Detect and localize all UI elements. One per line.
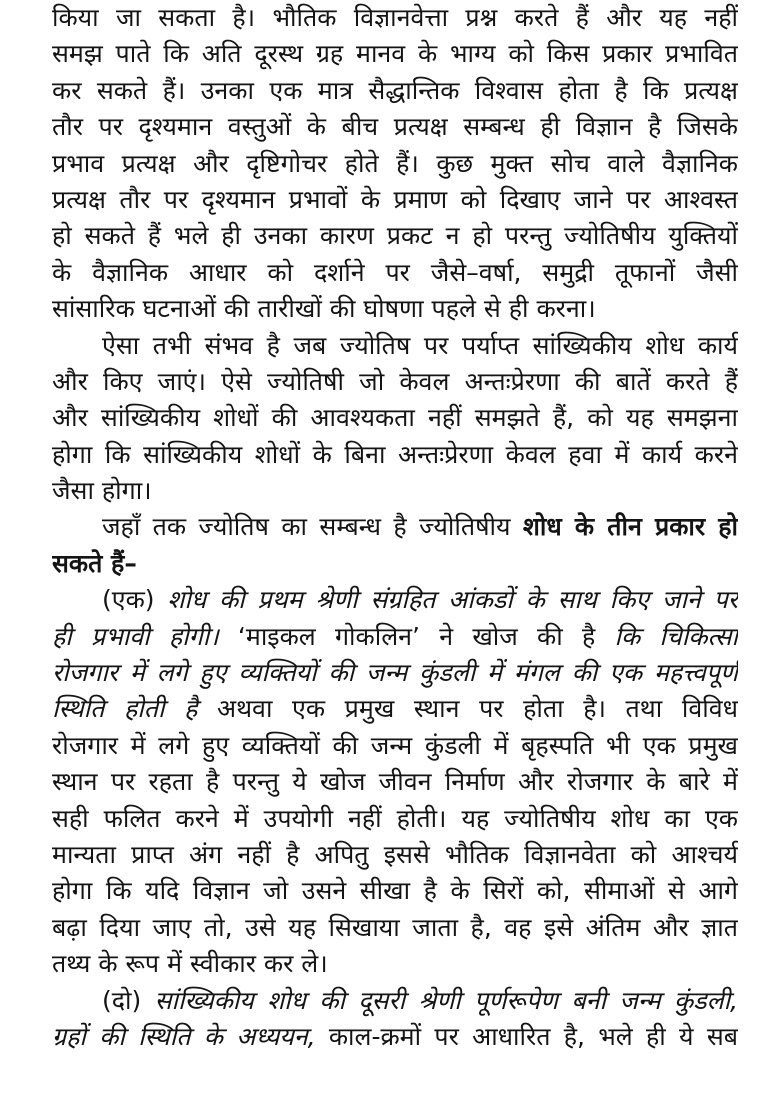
text-line [52,509,738,545]
text-span: सांसारिक घटनाओं की तारीखों की घोषणा पहले से ही करना। [52,294,596,324]
text-span: प्रभाव प्रत्यक्ष और दृष्टिगोचर होते हैं। कुछ मुक्त सोच वाले वैज्ञानिक [52,148,738,178]
text-span: ऐसा तभी संभव है जब ज्योतिष पर पर्याप्त सांख्यिकीय शोध कार्य [102,330,738,360]
bold-text: सकते हैं– [52,548,137,578]
text-line [52,983,738,1019]
text-span: होगा कि सांख्यिकीय शोधों के बिना अन्तःप्रेरणा केवल हवा में कार्य करने [52,439,738,469]
text-span: सही फलित करने में उपयोगी नहीं होती। यह ज्योतिषीय शोध का एक [52,803,738,833]
italic-text: सांख्यिकीय शोध की दूसरी श्रेणी पूर्णरूपेण बनी जन्म कुंडली, [154,985,738,1015]
text-span: काल-क्रमों पर आधारित है, भले ही ये सब [315,1021,738,1051]
text-span: तौर पर दृश्यमान वस्तुओं के बीच प्रत्यक्ष सम्बन्ध ही विज्ञान है जिसके [52,112,738,142]
italic-text: ही प्रभावी होगी। [52,621,219,651]
text-line [52,0,738,36]
text-span: मान्यता प्राप्त अंग नहीं है अपितु इससे भौतिक विज्ञानवेता को आश्चर्य [52,839,738,869]
text-line [52,437,738,473]
text-span: स्थान पर रहता है परन्तु ये खोज जीवन निर्माण और रोजगार के बारे में [52,767,738,797]
italic-text: शोध की प्रथम श्रेणी संग्रहित आंकडों के साथ किए जाने पर [167,585,738,615]
text-span: तथ्य के रूप में स्वीकार कर ले। [52,949,328,979]
text-line [52,218,738,254]
bold-text: शोध के तीन प्रकार हो [522,512,738,542]
text-line [52,1019,738,1055]
text-span: अथवा एक प्रमुख स्थान पर होता है। तथा विविध [197,694,738,724]
text-span: बढ़ा दिया जाए तो, उसे यह सिखाया जाता है, वह इसे अंतिम और ज्ञात [52,912,738,942]
text-span: किया जा सकता है। भौतिक विज्ञानवेत्ता प्रश्न करते हैं और यह नहीं [52,3,738,32]
text-span: और सांख्यिकीय शोधों की आवश्यकता नहीं समझते हैं, को यह समझना [52,403,738,433]
text-span: (दो) [102,985,155,1015]
text-line [52,837,738,873]
text-span: समझ पाते कि अति दूरस्थ ग्रह मानव के भाग्य को किस प्रकार प्रभावित [52,39,738,69]
text-line [52,109,738,145]
text-line [52,328,738,364]
text-line [52,728,738,764]
italic-text: रोजगार में लगे हुए व्यक्तियों की जन्म कुंडली में मंगल की एक महत्त्वपूर्ण [52,658,738,688]
text-span: ‘माइकल गोकलिन’ ने खोज की है [218,621,615,651]
text-line [52,546,738,582]
text-line [52,146,738,182]
text-span: प्रत्यक्ष तौर पर दृश्यमान प्रभावों के प्रमाण को दिखाए जाने पर आश्वस्त [52,184,738,214]
text-line [52,473,738,509]
text-line [52,764,738,800]
italic-text: कि चिकित्सा [614,621,738,651]
text-span: (एक) [102,585,168,615]
text-span: होगा कि यदि विज्ञान जो उसने सीखा है के सिरों को, सीमाओं से आगे [52,876,738,906]
text-span: रोजगार में लगे हुए व्यक्तियों की जन्म कुंडली में बृहस्पति भी एक प्रमुख [52,730,738,760]
text-line [52,873,738,909]
text-line [52,73,738,109]
text-line [52,946,738,982]
text-span: कर सकते हैं। उनका एक मात्र सैद्धान्तिक विश्वास होता है कि प्रत्यक्ष [52,75,738,105]
italic-text: स्थिति होती है [52,694,198,724]
italic-text: ग्रहों की स्थिति के अध्ययन, [52,1021,316,1051]
text-span: जहाँ तक ज्योतिष का सम्बन्ध है ज्योतिषीय [102,512,523,542]
text-line [52,910,738,946]
text-span: और किए जाएं। ऐसे ज्योतिषी जो केवल अन्तःप्रेरणा की बातें करते हैं [52,366,738,396]
text-line [52,255,738,291]
text-line [52,801,738,837]
text-span: के वैज्ञानिक आधार को दर्शाने पर जैसे–वर्षा, समुद्री तूफानों जैसी [52,257,738,287]
text-line [52,182,738,218]
text-line [52,655,738,691]
text-line [52,291,738,327]
text-line [52,582,738,618]
text-span: जैसा होगा। [52,476,152,506]
text-line [52,36,738,72]
text-line [52,400,738,436]
text-line [52,364,738,400]
text-line [52,619,738,655]
text-span: हो सकते हैं भले ही उनका कारण प्रकट न हो परन्तु ज्योतिषीय युक्तियों [52,221,738,251]
text-line [52,691,738,727]
